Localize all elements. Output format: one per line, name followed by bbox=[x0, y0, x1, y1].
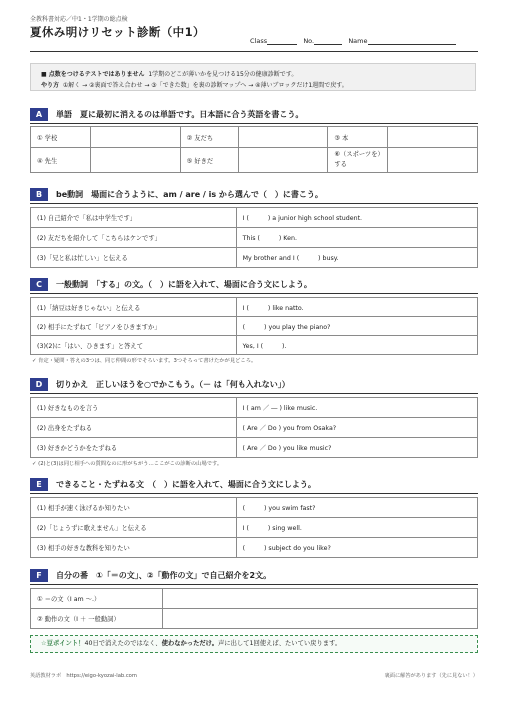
section-title: 自分の番 ①「＝の文」、②「動作の文」で自己紹介を2文。 bbox=[56, 571, 272, 580]
self-intro-table bbox=[30, 588, 478, 629]
intro-line2-lead: やり方 bbox=[41, 82, 60, 89]
answer-cell[interactable]: I ( ) a junior high school student. bbox=[236, 208, 477, 228]
choice-cell[interactable]: ( Are ／ Do ) you like music? bbox=[236, 438, 477, 458]
answer-cell[interactable]: ( ) you play the piano? bbox=[236, 317, 477, 336]
table-row bbox=[31, 538, 478, 558]
section-note: ✓ (2)と(3)は同じ相手への質問なのに形がちがう…ここがこの診断の山場です。 bbox=[32, 461, 223, 467]
answer-cell[interactable] bbox=[238, 127, 328, 148]
table-row bbox=[31, 589, 478, 609]
table-row bbox=[31, 609, 478, 629]
section-badge: B bbox=[30, 188, 48, 201]
prompt-cell: ① 学校 bbox=[31, 127, 91, 148]
name-field[interactable] bbox=[368, 37, 456, 45]
footer-source: 英語教材ラボ https://eigo-kyozai-lab.com bbox=[30, 673, 137, 679]
prompt-cell: ⑤ 好きだ bbox=[180, 148, 238, 173]
section-title: できること・たずねる文 （ ）に語を入れて、場面に合う文にしよう。 bbox=[56, 480, 316, 489]
table-row bbox=[31, 498, 478, 518]
situation-cell: (2) 友だちを紹介して「こちらはケンです」 bbox=[31, 228, 237, 248]
answer-cell[interactable]: My brother and I ( ) busy. bbox=[236, 248, 477, 268]
intro-box bbox=[30, 63, 476, 91]
prompt-cell: ④ 先生 bbox=[31, 148, 91, 173]
table-row bbox=[31, 438, 478, 458]
choice-cell[interactable]: I ( am ／ ― ) like music. bbox=[236, 398, 477, 418]
prompt-cell: ② 動作の文（I ＋ 一般動詞） bbox=[31, 609, 163, 629]
answer-cell[interactable] bbox=[162, 609, 477, 629]
table-row bbox=[31, 317, 478, 336]
situation-cell: (3) 相手の好きな教科を知りたい bbox=[31, 538, 237, 558]
answer-cell[interactable]: Yes, I ( ). bbox=[236, 336, 477, 355]
section-title: be動詞 場面に合うように、am / are / is から選んで（ ）に書こう。 bbox=[56, 190, 323, 199]
section-header bbox=[30, 188, 478, 202]
section-header bbox=[30, 108, 478, 122]
table-row bbox=[31, 418, 478, 438]
situation-cell: (2) 出身をたずねる bbox=[31, 418, 237, 438]
answer-cell[interactable] bbox=[90, 127, 180, 148]
answer-cell[interactable]: I ( ) like natto. bbox=[236, 298, 477, 317]
general-verb-table bbox=[30, 297, 478, 355]
situation-cell: (1) 自己紹介で「私は中学生です」 bbox=[31, 208, 237, 228]
table-row bbox=[31, 228, 478, 248]
situation-cell: (1)「納豆は好きじゃない」と伝える bbox=[31, 298, 237, 317]
intro-line1-lead: ■ 点数をつけるテストではありません bbox=[41, 71, 145, 78]
situation-cell: (3)(2)に「はい、ひきます」と答えて bbox=[31, 336, 237, 355]
table-row bbox=[31, 127, 478, 148]
switch-table bbox=[30, 397, 478, 458]
section-header bbox=[30, 378, 478, 392]
class-label: Class bbox=[250, 37, 268, 45]
student-info bbox=[250, 37, 456, 45]
situation-cell: (3)「兄と私は忙しい」と伝える bbox=[31, 248, 237, 268]
situation-cell: (2) 相手にたずねて「ピアノをひきますか」 bbox=[31, 317, 237, 336]
section-header bbox=[30, 478, 478, 492]
section-title: 単語 夏に最初に消えるのは単語です。日本語に合う英語を書こう。 bbox=[56, 110, 304, 119]
prompt-cell: ⑥（スポーツを）する bbox=[328, 148, 388, 173]
prompt-cell: ③ 本 bbox=[328, 127, 388, 148]
answer-cell[interactable]: ( ) subject do you like? bbox=[236, 538, 477, 558]
tip-text-b: 使わなかっただけ。 bbox=[161, 640, 219, 647]
worksheet-subtitle: 全教科書対応／中1・1学期の総点検 bbox=[30, 16, 128, 23]
number-label: No. bbox=[303, 37, 315, 45]
tip-box bbox=[30, 635, 478, 653]
section-badge: E bbox=[30, 478, 48, 491]
vocab-table bbox=[30, 126, 478, 173]
class-field[interactable] bbox=[267, 37, 297, 45]
table-row bbox=[31, 248, 478, 268]
section-b bbox=[30, 188, 478, 262]
answer-cell[interactable]: ( ) you swim fast? bbox=[236, 498, 477, 518]
tip-label: ☆豆ポイント！ bbox=[41, 640, 85, 647]
answer-cell[interactable]: This ( ) Ken. bbox=[236, 228, 477, 248]
name-label: Name bbox=[348, 37, 368, 45]
section-badge: C bbox=[30, 278, 48, 291]
table-row bbox=[31, 398, 478, 418]
section-badge: A bbox=[30, 108, 48, 121]
answer-cell[interactable] bbox=[238, 148, 328, 173]
situation-cell: (2)「じょうずに歌えません」と伝える bbox=[31, 518, 237, 538]
tip-text-c: 声に出して1回使えば、たいてい戻ります。 bbox=[218, 640, 342, 647]
answer-cell[interactable] bbox=[162, 589, 477, 609]
tip-text-a: 40日で消えたのではなく、 bbox=[84, 640, 162, 647]
section-d bbox=[30, 378, 478, 467]
answer-cell[interactable] bbox=[388, 148, 478, 173]
table-row bbox=[31, 148, 478, 173]
be-verb-table bbox=[30, 207, 478, 268]
section-title: 一般動詞 「する」の文。（ ）に語を入れて、場面に合う文にしよう。 bbox=[56, 280, 312, 289]
situation-cell: (3) 好きかどうかをたずねる bbox=[31, 438, 237, 458]
section-note: ✓ 肯定・疑問・答えの3つは、同じ仲間の形でそろいます。3つそろって書けたかが見どころ。 bbox=[32, 358, 257, 364]
header-divider bbox=[30, 51, 478, 52]
footer-note: 裏面に解答があります（先に見ない！） bbox=[384, 673, 478, 679]
choice-cell[interactable]: ( Are ／ Do ) you from Osaka? bbox=[236, 418, 477, 438]
table-row bbox=[31, 336, 478, 355]
section-title: 切りかえ 正しいほうを○でかこもう。（－ は「何も入れない」） bbox=[56, 380, 290, 389]
section-e bbox=[30, 478, 478, 552]
intro-line1-text: 1学期のどこが薄いかを見つける15分の健康診断です。 bbox=[148, 71, 298, 78]
number-field[interactable] bbox=[314, 37, 342, 45]
section-badge: D bbox=[30, 378, 48, 391]
section-badge: F bbox=[30, 569, 48, 582]
table-row bbox=[31, 208, 478, 228]
section-a bbox=[30, 108, 478, 168]
section-f bbox=[30, 569, 478, 623]
answer-cell[interactable]: I ( ) sing well. bbox=[236, 518, 477, 538]
answer-cell[interactable] bbox=[90, 148, 180, 173]
section-header bbox=[30, 569, 478, 583]
worksheet-title: 夏休み明けリセット診断（中1） bbox=[30, 25, 205, 39]
prompt-cell: ② 友だち bbox=[180, 127, 238, 148]
table-row bbox=[31, 298, 478, 317]
section-c bbox=[30, 278, 478, 364]
answer-cell[interactable] bbox=[388, 127, 478, 148]
section-header bbox=[30, 278, 478, 292]
situation-cell: (1) 相手が速く泳げるか知りたい bbox=[31, 498, 237, 518]
situation-cell: (1) 好きなものを言う bbox=[31, 398, 237, 418]
prompt-cell: ① ＝の文（I am ～.） bbox=[31, 589, 163, 609]
intro-line2-text: ①解く → ②裏面で答え合わせ → ③「できた数」を裏の診断マップへ → ④薄いブロックだけ1週間で戻す。 bbox=[62, 82, 348, 89]
can-question-table bbox=[30, 497, 478, 558]
table-row bbox=[31, 518, 478, 538]
